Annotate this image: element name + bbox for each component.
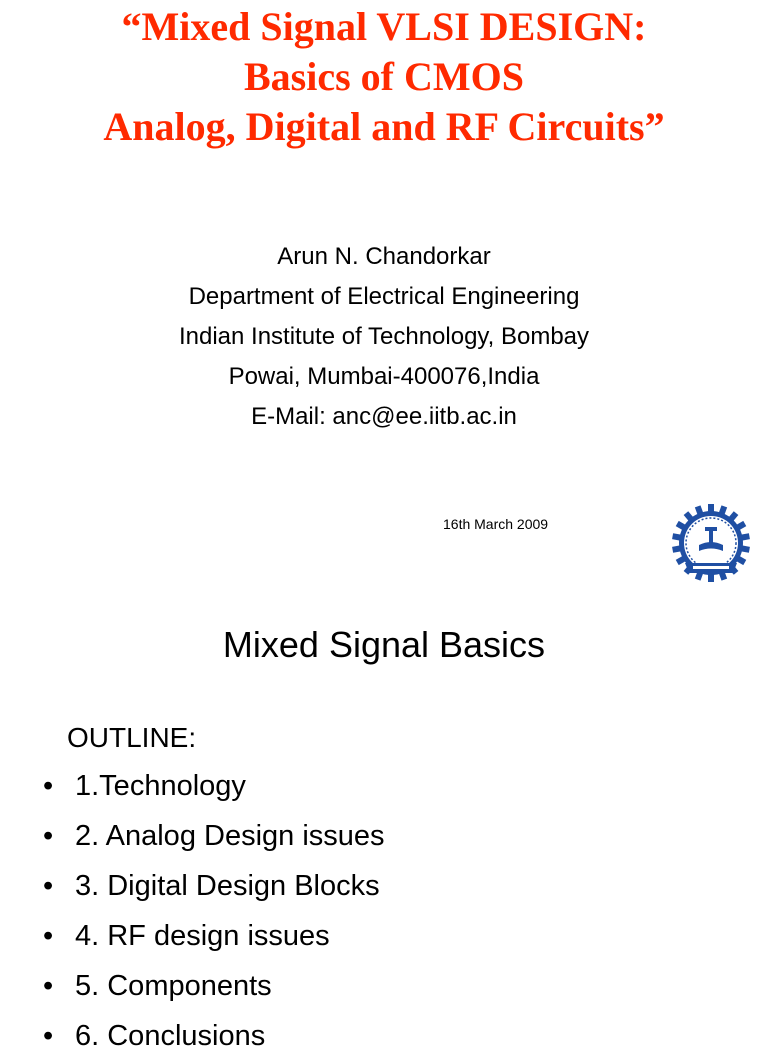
- title-line-1: “Mixed Signal VLSI DESIGN:: [121, 4, 647, 49]
- title-line-3: Analog, Digital and RF Circuits”: [103, 104, 665, 149]
- author-institute: Indian Institute of Technology, Bombay: [178, 323, 590, 350]
- author-address: Powai, Mumbai-400076,India: [228, 363, 540, 390]
- bullet-icon: •: [43, 770, 54, 802]
- iit-bombay-emblem-icon: [671, 503, 751, 583]
- author-department: Department of Electrical Engineering: [188, 283, 580, 310]
- outline-slide: [0, 600, 768, 1052]
- bullet-icon: •: [43, 870, 54, 902]
- outline-item-label: 3. Digital Design Blocks: [75, 870, 380, 902]
- presentation-date: 16th March 2009: [443, 516, 549, 532]
- outline-item-label: 6. Conclusions: [75, 1020, 266, 1052]
- bullet-icon: •: [43, 820, 54, 852]
- outline-item-label: 4. RF design issues: [75, 920, 330, 952]
- outline-item-label: 2. Analog Design issues: [75, 820, 385, 852]
- outline-slide-title: Mixed Signal Basics: [222, 624, 546, 665]
- title-line-2: Basics of CMOS: [244, 54, 524, 99]
- outline-item-label: 1.Technology: [75, 770, 246, 802]
- author-email: E-Mail: anc@ee.iitb.ac.in: [251, 403, 517, 430]
- bullet-icon: •: [43, 920, 54, 952]
- outline-label: OUTLINE:: [67, 722, 197, 753]
- outline-item-label: 5. Components: [75, 970, 272, 1002]
- author-block: [0, 237, 768, 437]
- bullet-icon: •: [43, 1020, 54, 1052]
- bullet-icon: •: [43, 970, 54, 1002]
- slide-title: [0, 2, 768, 152]
- author-name: Arun N. Chandorkar: [277, 243, 491, 270]
